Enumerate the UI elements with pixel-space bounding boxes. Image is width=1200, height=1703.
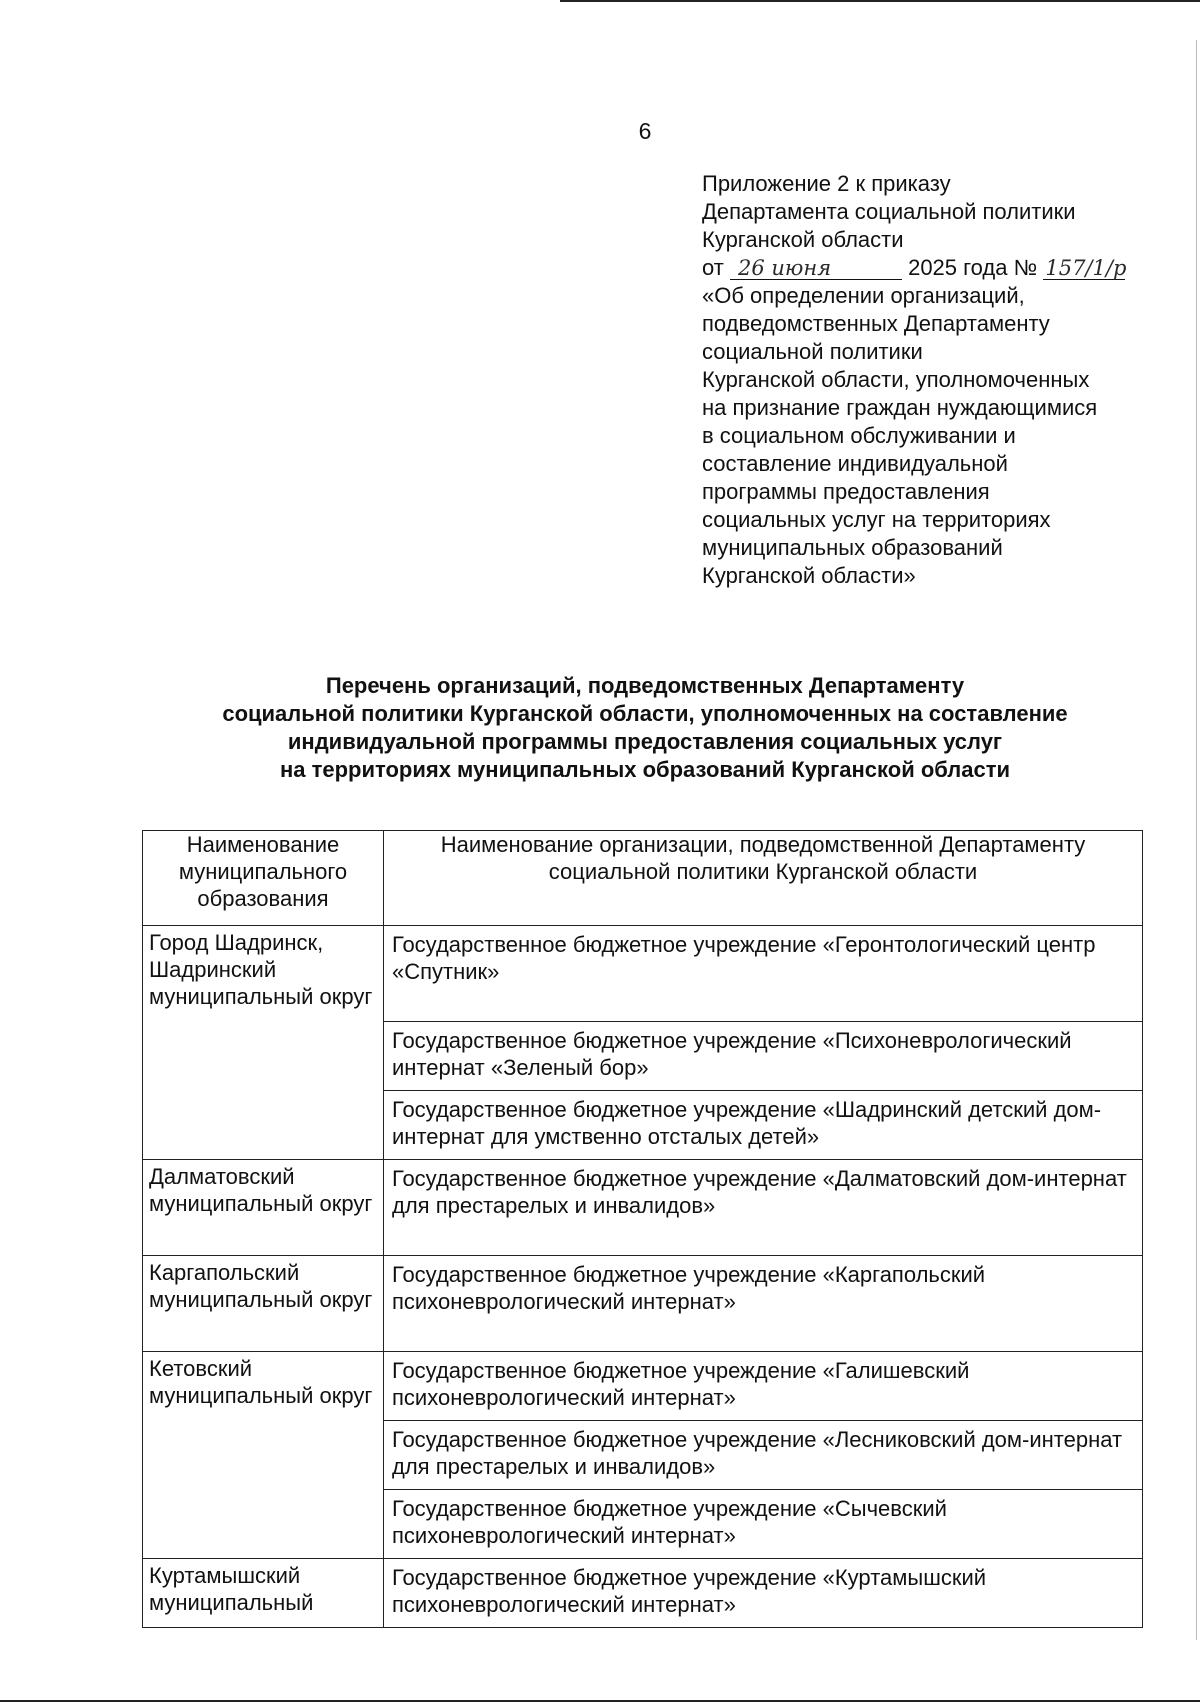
organization-cell: Государственное бюджетное учреждение «Геронтологический центр «Спутник» — [384, 926, 1143, 1022]
order-subject-line: в социальном обслуживании и — [702, 423, 1016, 448]
document-title — [140, 672, 1150, 784]
organization-cell: Государственное бюджетное учреждение «Психоневрологический интернат «Зеленый бор» — [384, 1022, 1143, 1091]
organization-cell: Государственное бюджетное учреждение «Каргапольский психоневрологический интернат» — [384, 1256, 1143, 1352]
appendix-line: Департамента социальной политики — [702, 199, 1076, 224]
order-subject-line: составление индивидуальной — [702, 451, 1008, 476]
table-row — [143, 1256, 1143, 1352]
header-municipality: Наименование муниципального образования — [143, 831, 384, 926]
municipality-cell: Город Шадринск, Шадринский муниципальный округ — [143, 926, 384, 1160]
order-subject-line: Курганской области» — [702, 563, 916, 588]
municipality-cell: Кетовский муниципальный округ — [143, 1352, 384, 1559]
title-line: индивидуальной программы предоставления социальных услуг — [287, 729, 1003, 754]
table-row — [143, 1352, 1143, 1421]
title-line: на территориях муниципальных образований Курганской области — [279, 757, 1011, 782]
handwritten-order-number: 157/1/р — [1045, 256, 1127, 280]
order-subject-line: на признание граждан нуждающимися — [702, 395, 1098, 420]
title-line: Перечень организаций, подведомственных Департаменту — [325, 673, 965, 698]
table-row — [143, 1160, 1143, 1256]
municipality-cell: Каргапольский муниципальный округ — [143, 1256, 384, 1352]
order-subject-line: Курганской области, уполномоченных — [702, 367, 1090, 392]
municipality-cell: Далматовский муниципальный округ — [143, 1160, 384, 1256]
scan-edge-bottom — [0, 1700, 1200, 1702]
order-year: 2025 года № — [908, 255, 1038, 280]
municipality-cell: Куртамышский муниципальный — [143, 1559, 384, 1628]
page-number: 6 — [638, 118, 652, 144]
scan-edge-right — [1196, 40, 1197, 1640]
title-line: социальной политики Курганской области, уполномоченных на составление — [222, 701, 1068, 726]
appendix-line: Курганской области — [702, 227, 904, 252]
order-subject-line: подведомственных Департаменту — [702, 311, 1050, 336]
organization-cell: Государственное бюджетное учреждение «Сычевский психоневрологический интернат» — [384, 1490, 1143, 1559]
order-subject-line: программы предоставления — [702, 479, 990, 504]
order-prefix: от — [702, 255, 724, 280]
organization-cell: Государственное бюджетное учреждение «Лесниковский дом-интернат для престарелых и инвалидов» — [384, 1421, 1143, 1490]
organization-cell: Государственное бюджетное учреждение «Галишевский психоневрологический интернат» — [384, 1352, 1143, 1421]
order-subject-line: «Об определении организаций, — [702, 283, 1025, 308]
appendix-line: Приложение 2 к приказу — [702, 171, 951, 196]
order-subject-line: муниципальных образований — [702, 535, 1003, 560]
order-subject-line: социальной политики — [702, 339, 923, 364]
table-row — [143, 926, 1143, 1022]
order-line — [702, 254, 1142, 282]
table-row — [143, 1559, 1143, 1628]
organization-cell: Государственное бюджетное учреждение «Далматовский дом-интернат для престарелых и инвалидов» — [384, 1160, 1143, 1256]
header-organization: Наименование организации, подведомственной Департаменту социальной политики Курганской области — [384, 831, 1143, 926]
organization-cell: Государственное бюджетное учреждение «Куртамышский психоневрологический интернат» — [384, 1559, 1143, 1628]
organizations-table — [142, 830, 1143, 1628]
order-subject — [702, 282, 1142, 590]
appendix-header — [702, 170, 1142, 590]
table-header-row — [143, 831, 1143, 926]
scan-edge-top — [560, 0, 1200, 2]
handwritten-date: 26 июня — [730, 257, 902, 280]
organization-cell: Государственное бюджетное учреждение «Шадринский детский дом-интернат для умственно отсталых детей» — [384, 1091, 1143, 1160]
order-subject-line: социальных услуг на территориях — [702, 507, 1051, 532]
